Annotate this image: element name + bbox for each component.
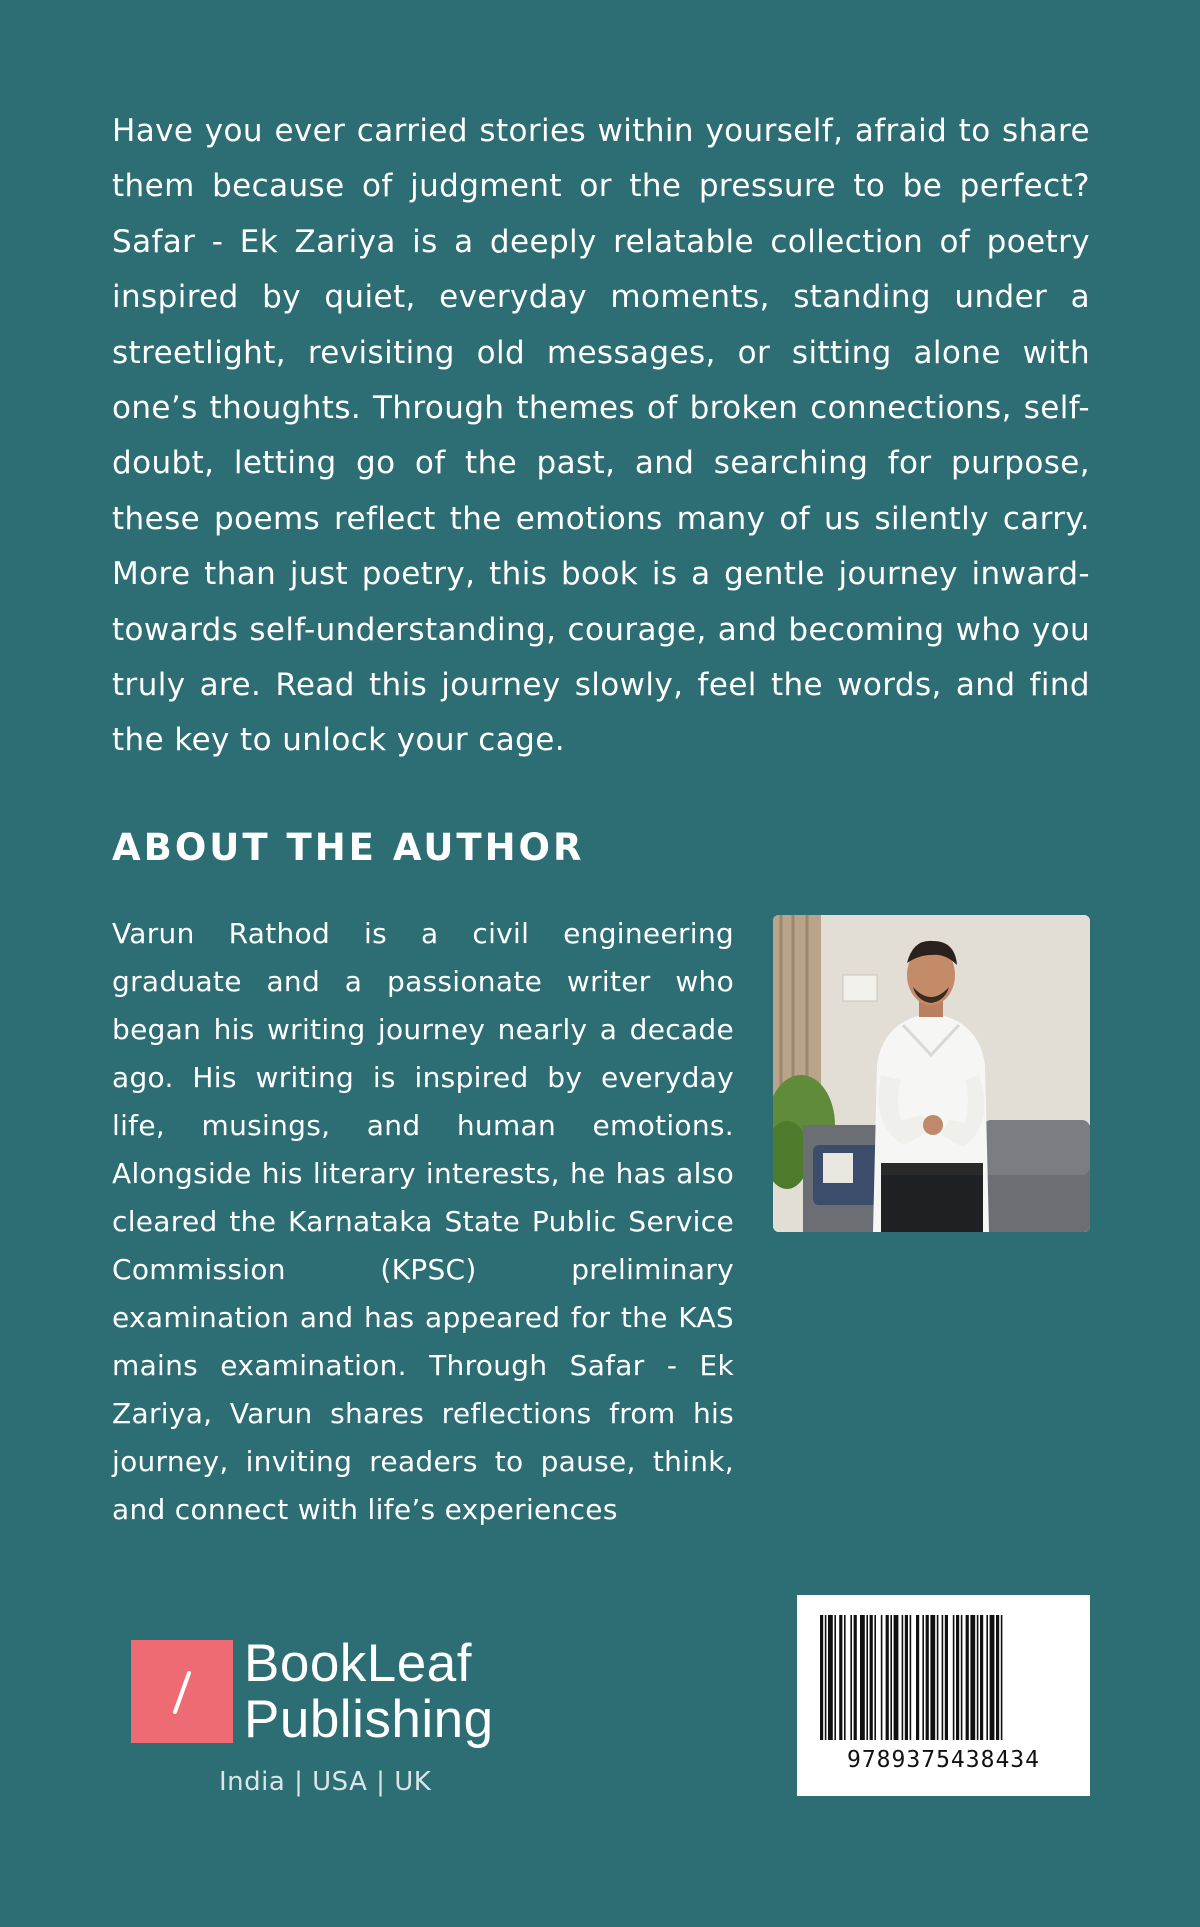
barcode-bar <box>854 1615 857 1740</box>
bookleaf-logo-icon <box>131 1640 233 1743</box>
barcode-bar <box>930 1615 935 1740</box>
barcode-bar <box>828 1615 833 1740</box>
barcode-bar <box>881 1615 883 1740</box>
barcode-bar <box>966 1615 969 1740</box>
barcode-bar <box>910 1615 912 1740</box>
barcode-bar <box>844 1615 846 1740</box>
publisher-name-line2: Publishing <box>244 1690 494 1749</box>
barcode-bar <box>986 1615 988 1740</box>
barcode-bar <box>839 1615 842 1740</box>
barcode-bar <box>977 1615 979 1740</box>
barcode-bar <box>860 1615 865 1740</box>
barcode-bar <box>922 1615 924 1740</box>
barcode-bar <box>905 1615 908 1740</box>
author-bio: Varun Rathod is a civil engineering graduate and a passionate writer who began his writing journey nearly a decade ago. His writing is inspired by everyday life, musings, and human emotions. Alongside his literary interests, he has also cleared the Karnataka State Public Service Commission (KPSC) preliminary examination and has appeared for the KAS mains examination. Through Safar - Ek Zariya, Varun shares reflections from his journey, inviting readers to pause, think, and connect with life’s experiences <box>112 917 734 1526</box>
barcode-bar <box>990 1615 995 1740</box>
isbn-barcode <box>797 1595 1090 1796</box>
barcode-bar <box>890 1615 892 1740</box>
barcode-bar <box>926 1615 929 1740</box>
barcode-bar <box>937 1615 939 1740</box>
publisher-regions: India | USA | UK <box>219 1767 432 1797</box>
barcode-bars <box>820 1615 1067 1740</box>
barcode-bar <box>886 1615 889 1740</box>
barcode-bar <box>953 1615 955 1740</box>
barcode-bar <box>916 1615 919 1740</box>
book-blurb: Have you ever carried stories within yourself, afraid to share them because of judgment or the pressure to be perfect? Safar - Ek Zariya is a deeply relatable collection of poetry inspired by quiet, everyday moments, standing under a streetlight, revisiting old messages, or sitting alone with one’s thoughts. Through themes of broken connections, self-doubt, letting go of the past, and searching for purpose, these poems reflect the emotions many of us silently carry. More than just poetry, this book is a gentle journey inward-towards self-understanding, courage, and becoming who you truly are. Read this journey slowly, feel the words, and find the key to unlock your cage. <box>112 113 1090 759</box>
barcode-bar <box>874 1615 876 1740</box>
barcode-bar <box>996 1615 999 1740</box>
barcode-bar <box>894 1615 899 1740</box>
barcode-bar <box>870 1615 873 1740</box>
isbn-number: 9789375438434 <box>846 1747 1040 1773</box>
barcode-bar <box>866 1615 868 1740</box>
barcode-bar <box>834 1615 836 1740</box>
about-author-heading: ABOUT THE AUTHOR <box>112 826 585 869</box>
barcode-bar <box>942 1615 944 1740</box>
author-photo <box>773 915 1090 1232</box>
barcode-bar <box>945 1615 948 1740</box>
barcode-bar <box>902 1615 904 1740</box>
barcode-bar <box>1001 1615 1003 1740</box>
barcode-bar <box>970 1615 975 1740</box>
barcode-bar <box>961 1615 963 1740</box>
barcode-bar <box>825 1615 827 1740</box>
barcode-bar <box>820 1615 823 1740</box>
barcode-bar <box>850 1615 852 1740</box>
publisher-logo <box>131 1634 531 1810</box>
publisher-name-line1: BookLeaf <box>244 1634 472 1693</box>
barcode-bar <box>980 1615 983 1740</box>
barcode-bar <box>956 1615 959 1740</box>
publisher-name <box>244 1636 494 1748</box>
